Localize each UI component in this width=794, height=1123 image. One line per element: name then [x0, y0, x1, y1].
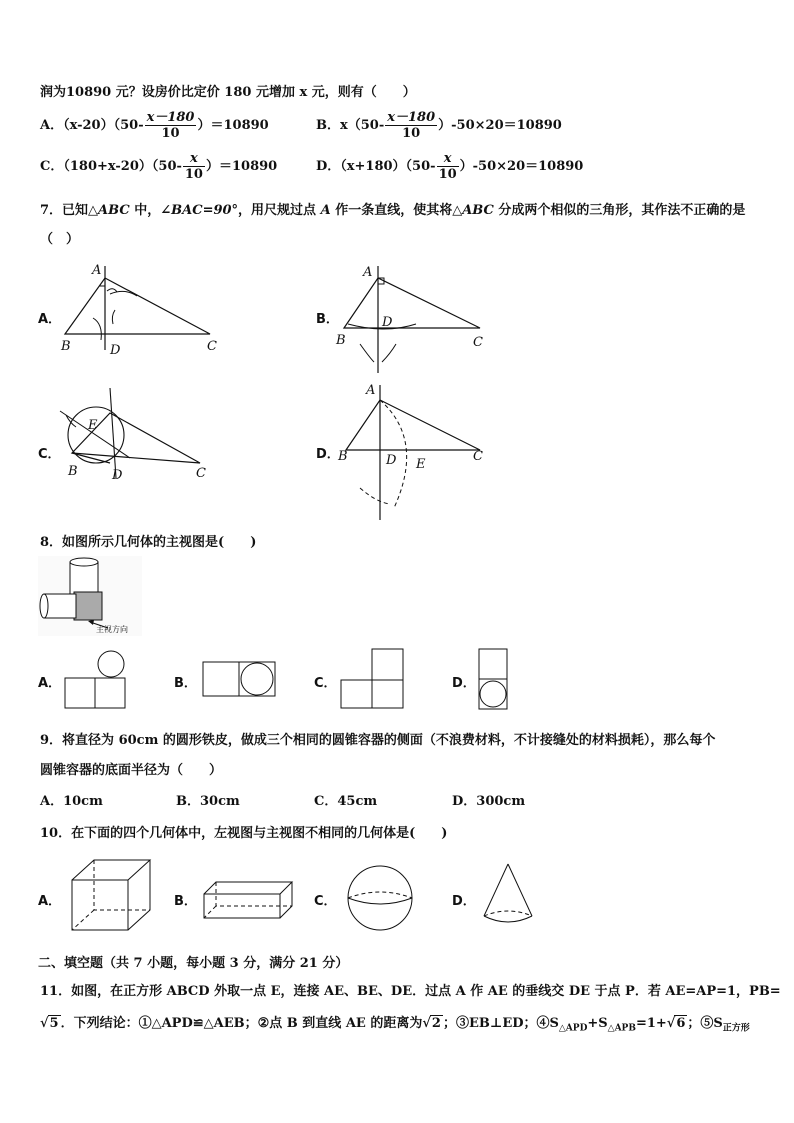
q11-line2: √5 ．下列结论：①△APD≌△AEB；②点 B 到直线 AE 的距离为√2 ；③EB⊥ED；$④S_{\triangle APD}+S_{\triangle APB}=1+√6$ ；$⑤S_{正方形}$ [40, 1016, 750, 1034]
svg-text:B: B [336, 333, 346, 348]
label-c: C [207, 339, 217, 354]
svg-text:D: D [382, 315, 393, 330]
q7-option-a-label[interactable]: A． [38, 312, 62, 327]
q7-figure-b [330, 258, 500, 378]
q6-option-d[interactable]: D．（x+180）（50- $\frac{x}{10}$ ）-50×20＝10890 [316, 151, 584, 182]
q9-option-b[interactable]: B．30cm [176, 794, 240, 809]
label-d: D [110, 343, 121, 358]
svg-text:C: C [473, 335, 483, 350]
q6-option-a[interactable]: A．（x-20）（50- $\frac{x-180}{10}$ ）＝10890 [40, 110, 269, 141]
q8-option-c-figure [340, 648, 408, 710]
svg-text:A: A [366, 383, 376, 398]
q11-line1: 11．如图，在正方形 ABCD 外取一点 E，连接 AE、BE、DE．过点 A 作 AE 的垂线交 DE 于点 P．若 AE=AP=1，PB= [40, 984, 781, 999]
q9-stem-line2: 圆锥容器的底面半径为（ ） [40, 763, 223, 778]
q10-option-a-label[interactable]: A． [38, 894, 62, 909]
q9-option-c[interactable]: C．45cm [314, 794, 378, 809]
fraction: $\frac{x}{10}$ [438, 151, 457, 182]
q10-option-c-label[interactable]: C． [314, 894, 337, 909]
q7-option-b-label[interactable]: B． [316, 312, 339, 327]
q10-stem: 10．在下面的四个几何体中，左视图与主视图不相同的几何体是( ) [40, 826, 448, 841]
q9-option-a[interactable]: A．10cm [40, 794, 103, 809]
sqrt-2: 2 [431, 1016, 441, 1031]
fraction: $\frac{x-180}{10}$ [387, 110, 436, 141]
q8-option-a-figure [64, 650, 128, 712]
q10-option-a-cube [70, 858, 152, 934]
arrow-caption: 主视方向 [96, 625, 128, 634]
svg-text:B: B [68, 464, 78, 479]
q10-option-d-label[interactable]: D． [452, 894, 476, 909]
q10-option-b-cuboid [202, 880, 296, 922]
fraction: $\frac{x-180}{10}$ [146, 110, 195, 141]
q9-option-d[interactable]: D．300cm [452, 794, 526, 809]
q8-option-b-figure [202, 660, 278, 700]
label-a: A [92, 263, 102, 278]
sqrt-5: 5 [49, 1016, 59, 1031]
q7-option-c-label[interactable]: C． [38, 447, 61, 462]
q10-option-b-label[interactable]: B． [174, 894, 197, 909]
fraction: $\frac{x}{10}$ [184, 151, 203, 182]
q7-figure-a [55, 258, 225, 358]
svg-text:D: D [386, 453, 397, 468]
q10-option-c-sphere [346, 864, 416, 934]
q6-stem-end: 润为10890 元？设房价比定价 180 元增加 x 元，则有（ ） [40, 85, 416, 100]
sqrt-6: 6 [676, 1016, 686, 1031]
svg-text:C: C [473, 449, 483, 464]
q8-option-b-label[interactable]: B． [174, 676, 197, 691]
q9-stem-line1: 9．将直径为 60cm 的圆形铁皮，做成三个相同的圆锥容器的侧面（不浪费材料，不计接缝处的材料损耗），那么每个 [40, 733, 716, 748]
q7-stem-tail: （ ） [40, 232, 80, 247]
q8-option-d-label[interactable]: D． [452, 676, 476, 691]
q6-option-b[interactable]: B．x（50- $\frac{x-180}{10}$ ）-50×20＝10890 [316, 110, 562, 141]
q7-option-d-label[interactable]: D． [316, 447, 340, 462]
svg-text:A: A [363, 265, 373, 280]
q8-option-a-label[interactable]: A． [38, 676, 62, 691]
q8-option-d-figure [478, 648, 510, 712]
svg-text:E: E [416, 457, 426, 472]
svg-text:D: D [112, 468, 123, 483]
q7-stem: 7．已知△ABC 中，∠BAC=90°，用尺规过点 A 作一条直线，使其将△ABC 分成两个相似的三角形，其作法不正确的是 [40, 203, 746, 218]
q6-option-c[interactable]: C．（180+x-20）（50- $\frac{x}{10}$ ）＝10890 [40, 151, 278, 182]
q8-solid-figure [38, 556, 148, 638]
label-b: B [61, 339, 71, 354]
svg-text:B: B [338, 449, 348, 464]
svg-text:E: E [88, 418, 98, 433]
svg-text:C: C [196, 466, 206, 481]
q7-figure-d [330, 380, 500, 525]
section-title: 二、填空题（共 7 小题，每小题 3 分，满分 21 分） [38, 956, 349, 971]
q8-option-c-label[interactable]: C． [314, 676, 337, 691]
q7-figure-c [60, 383, 220, 483]
q8-stem: 8．如图所示几何体的主视图是( ) [40, 535, 257, 550]
q10-option-d-cone [482, 862, 536, 928]
